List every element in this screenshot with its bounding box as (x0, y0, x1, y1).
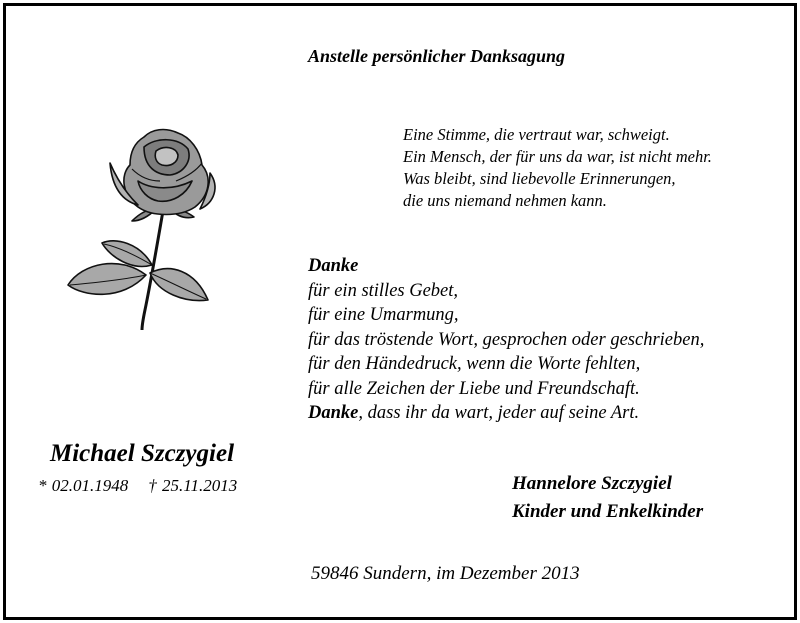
poem-line: die uns niemand nehmen kann. (403, 191, 607, 210)
poem-line: Was bleibt, sind liebevolle Erinnerungen, (403, 169, 676, 188)
family-line: Kinder und Enkelkinder (512, 501, 704, 522)
place-date: 59846 Sundern, im Dezember 2013 (311, 563, 580, 584)
rose-stem (142, 205, 164, 330)
thanks-closing-bold: Danke (308, 403, 359, 423)
birth-date: * 02.01.1948 (38, 476, 129, 495)
rose-leaf (68, 264, 146, 295)
thanks-line: für ein stilles Gebet, (308, 280, 459, 301)
thanks-line: für den Händedruck, wenn die Worte fehlten, (308, 354, 641, 374)
thanks-line: für eine Umarmung, (308, 305, 459, 325)
family-signature (512, 470, 703, 526)
poem-line: Eine Stimme, die vertraut war, schweigt. (403, 125, 670, 144)
thanks-closing-rest: , dass ihr da wart, jeder auf seine Art. (358, 403, 640, 423)
deceased-name: Michael Szczygiel (50, 440, 235, 467)
poem (403, 124, 712, 212)
family-line: Hannelore Szczygiel (512, 473, 672, 494)
poem-line: Ein Mensch, der für uns da war, ist nicht mehr. (403, 147, 712, 166)
thanks-line: für alle Zeichen der Liebe und Freundschaft. (308, 378, 640, 399)
thanks-block (308, 254, 704, 426)
thanks-line: für das tröstende Wort, gesprochen oder geschrieben, (308, 329, 705, 350)
life-dates (38, 476, 237, 496)
rose-leaf (102, 241, 152, 267)
thanks-closing (308, 401, 704, 426)
death-date: † 25.11.2013 (148, 476, 238, 495)
heading: Anstelle persönlicher Danksagung (308, 46, 566, 66)
thanks-title: Danke (308, 256, 359, 276)
rose-illustration (60, 125, 240, 335)
